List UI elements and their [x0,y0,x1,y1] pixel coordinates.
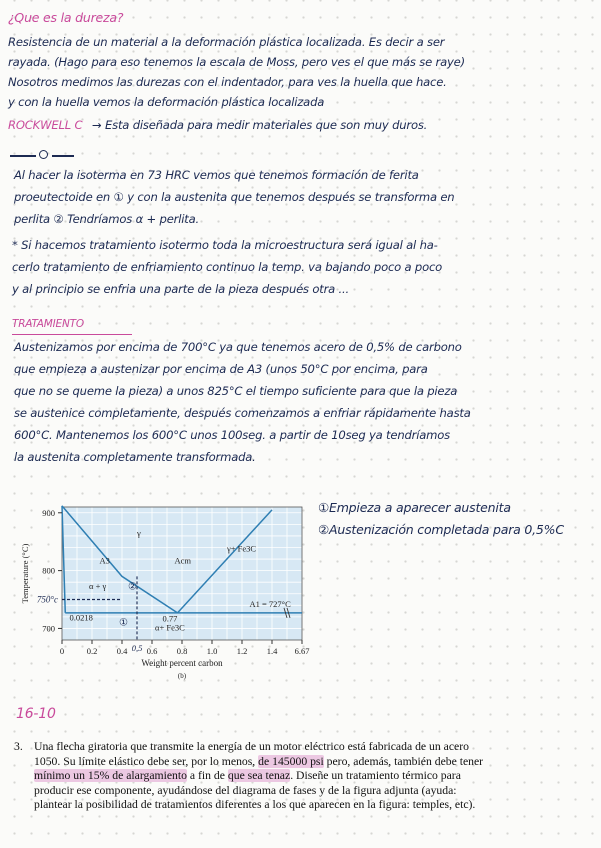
problem-line [34,755,483,768]
tratamiento-line: Austenizamos por encima de 700°C ya que tenemos acero de 0,5% de carbono [14,340,462,354]
definition-line: y con la huella vemos la deformación plástica localizada [8,95,325,109]
definition-line: Nosotros medimos las durezas con el indentador, para ves la huella que hace. [8,75,447,89]
y-tick-label: 900 [42,507,55,518]
x-tick-label: 0.4 [116,646,128,656]
problem-line [34,798,475,811]
region-label: 0.77 [162,613,178,624]
region-label: A1 = 727°C [249,599,291,610]
definition-line: Resistencia de un material a la deformación plástica localizada. Es decir a ser [8,35,445,49]
region-label: A3 [99,555,110,566]
divider-line-left [10,155,36,157]
note-line: cerlo tratamiento de enfriamiento continuo la temp. va bajando poco a poco [12,260,443,274]
note-line: * Si hacemos tratamiento isotermo toda la microestructura será igual al ha- [12,238,438,252]
region-label: γ [137,527,141,538]
highlighted-phrase: que sea tenaz [227,769,291,782]
rockwell-text: → Esta diseñada para medir materiales que son muy duros. [92,118,428,132]
tratamiento-line: que empieza a austenizar por encima de A3 (unos 50°C por encima, para [14,362,428,376]
problem-text: producir ese componente, ayudándose del diagrama de fases y de la figura adjunta (ayuda: [34,783,457,797]
x-tick-label: 1.0 [206,646,218,656]
y-tick-label: 700 [42,623,55,634]
region-label: Acm [174,555,192,566]
problem-line [34,784,457,797]
problem-text: 1050. Su límite elástico debe ser, por lo menos, [34,754,259,768]
region-label: γ+ Fe3C [227,543,257,554]
problem-reference: 16-10 [16,706,56,722]
x-tick-label: 6.67 [294,646,310,656]
x-axis-label: Weight percent carbon [141,658,223,668]
tratamiento-line: la austenita completamente transformada. [14,450,256,464]
tratamiento-line: se austenice completamente, después comenzamos a enfriar rápidamente hasta [14,406,471,420]
x-tick-label: 1.2 [236,646,248,656]
handwritten-temperature: 750°c [36,594,58,605]
phase-diagram-chart [0,497,310,687]
region-label: α + γ [89,581,107,592]
region-label: α+ Fe3C [155,622,185,633]
problem-line [34,769,461,782]
y-tick-label: 800 [42,565,55,576]
question-title: ¿Que es la dureza? [8,10,124,25]
note-line: y al principio se enfria una parte de la pieza después otra ... [12,282,350,296]
problem-text: Una flecha giratoria que transmite la energía de un motor eléctrico está fabricada de un acero [34,740,469,753]
tratamiento-heading: TRATAMIENTO [12,318,84,330]
isotherm-line: Al hacer la isoterma en 73 HRC vemos que tenemos formación de ferita [14,168,419,182]
x-tick-label: 0.2 [86,646,98,656]
highlighted-phrase: de 145000 psi [258,754,324,768]
legend-item-1: ①Empieza a aparecer austenita [318,500,511,515]
x-tick-label: 1.4 [266,646,278,656]
isotherm-line: perlita ② Tendríamos α + perlita. [14,212,199,226]
point-1-marker: ① [119,617,128,629]
problem-text: a fin de [187,769,228,782]
x-tick-label: 0.8 [176,646,188,656]
tratamiento-line: que no se queme la pieza) a unos 825°C el tiempo suficiente para que la pieza [14,384,458,398]
tratamiento-line: 600°C. Mantenemos los 600°C unos 100seg. a partir de 10seg ya tendríamos [14,428,450,442]
divider-line-right [52,155,74,157]
definition-line: rayada. (Hago para eso tenemos la escala de Moss, pero ves el que más se raye) [8,55,465,69]
region-label: 0.0218 [69,612,93,623]
problem-number: 3. [14,740,23,753]
divider-circle [39,150,48,159]
x-tick-label: 0 [59,646,65,656]
legend-item-2: ②Austenización completada para 0,5%C [318,522,564,537]
rockwell-label: ROCKWELL C [8,118,83,132]
point-2-marker: ② [128,581,137,593]
problem-text: . Diseñe un tratamiento térmico para [290,769,461,782]
problem-text: plantear la posibilidad de tratamientos diferentes a los que aparecen en la figura: temples, etc). [34,798,476,811]
figure-caption: (b) [177,672,187,680]
y-axis-label: Temperature (°C) [20,543,30,604]
handwritten-composition: 0,5 [131,643,143,653]
x-tick-label: 0.6 [146,646,158,656]
heading-underline [12,334,132,335]
problem-line [34,740,469,753]
highlighted-phrase: mínimo un 15% de alargamiento [34,769,187,782]
isotherm-line: proeutectoide en ① y con la austenita que tenemos después se transforma en [14,190,455,204]
problem-text: pero, además, también debe tener [323,754,484,768]
